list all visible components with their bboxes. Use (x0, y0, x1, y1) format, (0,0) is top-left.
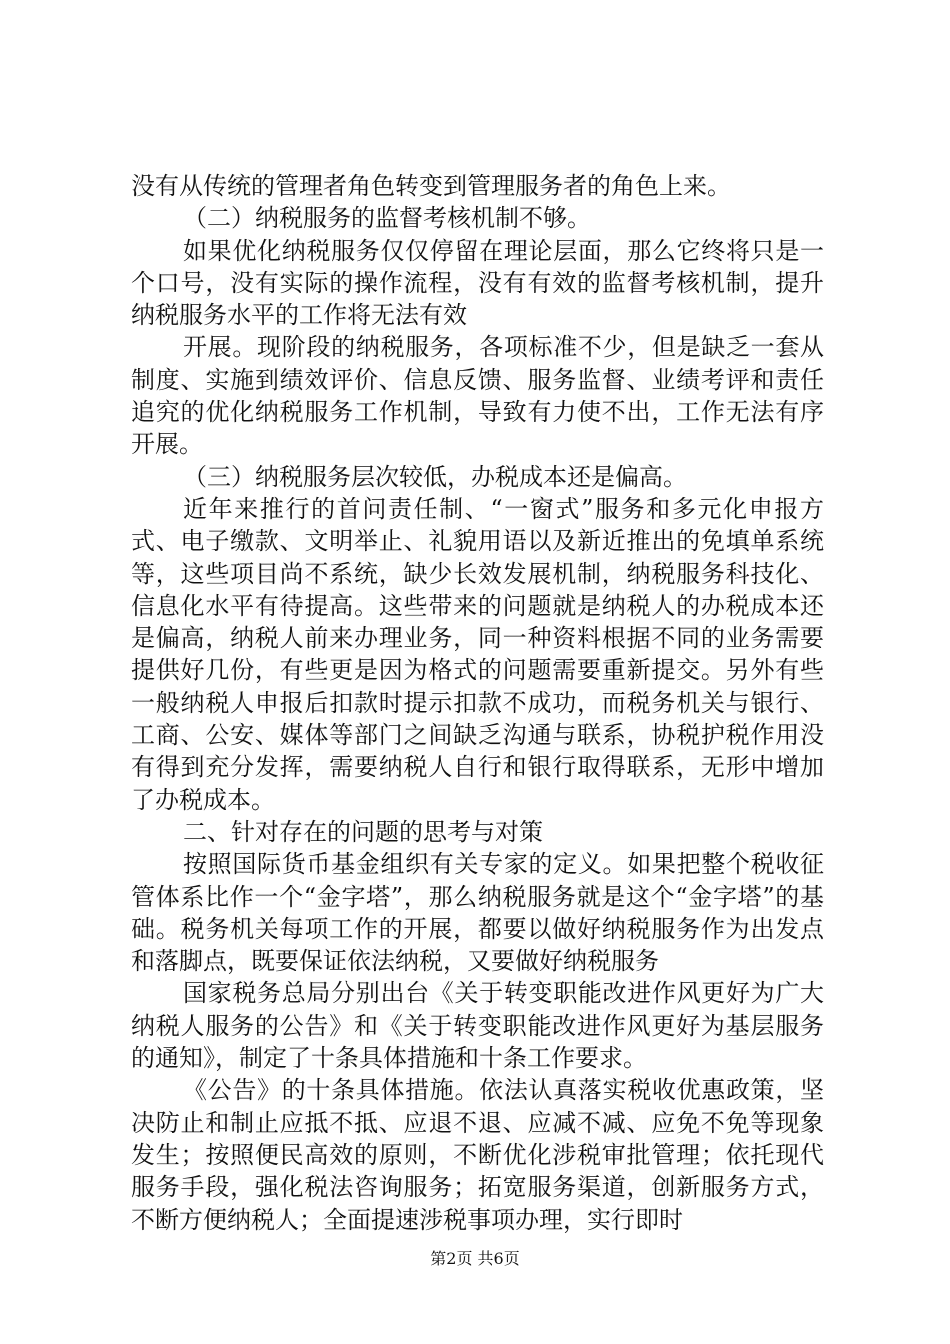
paragraph: 近年来推行的首问责任制、“一窗式”服务和多元化申报方式、电子缴款、文明举止、礼貌用语以及新近推出的免填单系统等，这些项目尚不系统，缺少长效发展机制，纳税服务科技化、信息化水平有待提高。这些带来的问题就是纳税人的办税成本还是偏高，纳税人前来办理业务，同一种资料根据不同的业务需要提供好几份，有些更是因为格式的问题需要重新提交。另外有些一般纳税人申报后扣款时提示扣款不成功，而税务机关与银行、工商、公安、媒体等部门之间缺乏沟通与联系，协税护税作用没有得到充分发挥，需要纳税人自行和银行取得联系，无形中增加了办税成本。 (131, 494, 824, 814)
body-text (131, 170, 824, 1236)
paragraph: 国家税务总局分别出台《关于转变职能改进作风更好为广大纳税人服务的公告》和《关于转变职能改进作风更好为基层服务的通知》，制定了十条具体措施和十条工作要求。 (131, 979, 824, 1073)
page-number-footer: 第2页 共6页 (430, 1249, 520, 1268)
section-heading: （三）纳税服务层次较低，办税成本还是偏高。 (183, 462, 687, 491)
paragraph: 开展。现阶段的纳税服务，各项标准不少，但是缺乏一套从制度、实施到绩效评价、信息反馈、服务监督、业绩考评和责任追究的优化纳税服务工作机制，导致有力使不出，工作无法有序开展。 (131, 333, 824, 459)
section-heading: （二）纳税服务的监督考核机制不够。 (183, 204, 591, 233)
section-heading: 二、针对存在的问题的思考与对策 (183, 817, 543, 846)
paragraph: 按照国际货币基金组织有关专家的定义。如果把整个税收征管体系比作一个“金字塔”，那么纳税服务就是这个“金字塔”的基础。税务机关每项工作的开展，都要以做好纳税服务作为出发点和落脚点，既要保证依法纳税，又要做好纳税服务 (131, 850, 824, 976)
paragraph: 如果优化纳税服务仅仅停留在理论层面，那么它终将只是一个口号，没有实际的操作流程，没有有效的监督考核机制，提升纳税服务水平的工作将无法有效 (131, 236, 824, 330)
paragraph: 没有从传统的管理者角色转变到管理服务者的角色上来。 (131, 172, 731, 200)
paragraph: 《公告》的十条具体措施。依法认真落实税收优惠政策，坚决防止和制止应抵不抵、应退不退、应减不减、应免不免等现象发生；按照便民高效的原则，不断优化涉税审批管理；依托现代服务手段，强化税法咨询服务；拓宽服务渠道，创新服务方式，不断方便纳税人；全面提速涉税事项办理，实行即时 (131, 1076, 824, 1234)
